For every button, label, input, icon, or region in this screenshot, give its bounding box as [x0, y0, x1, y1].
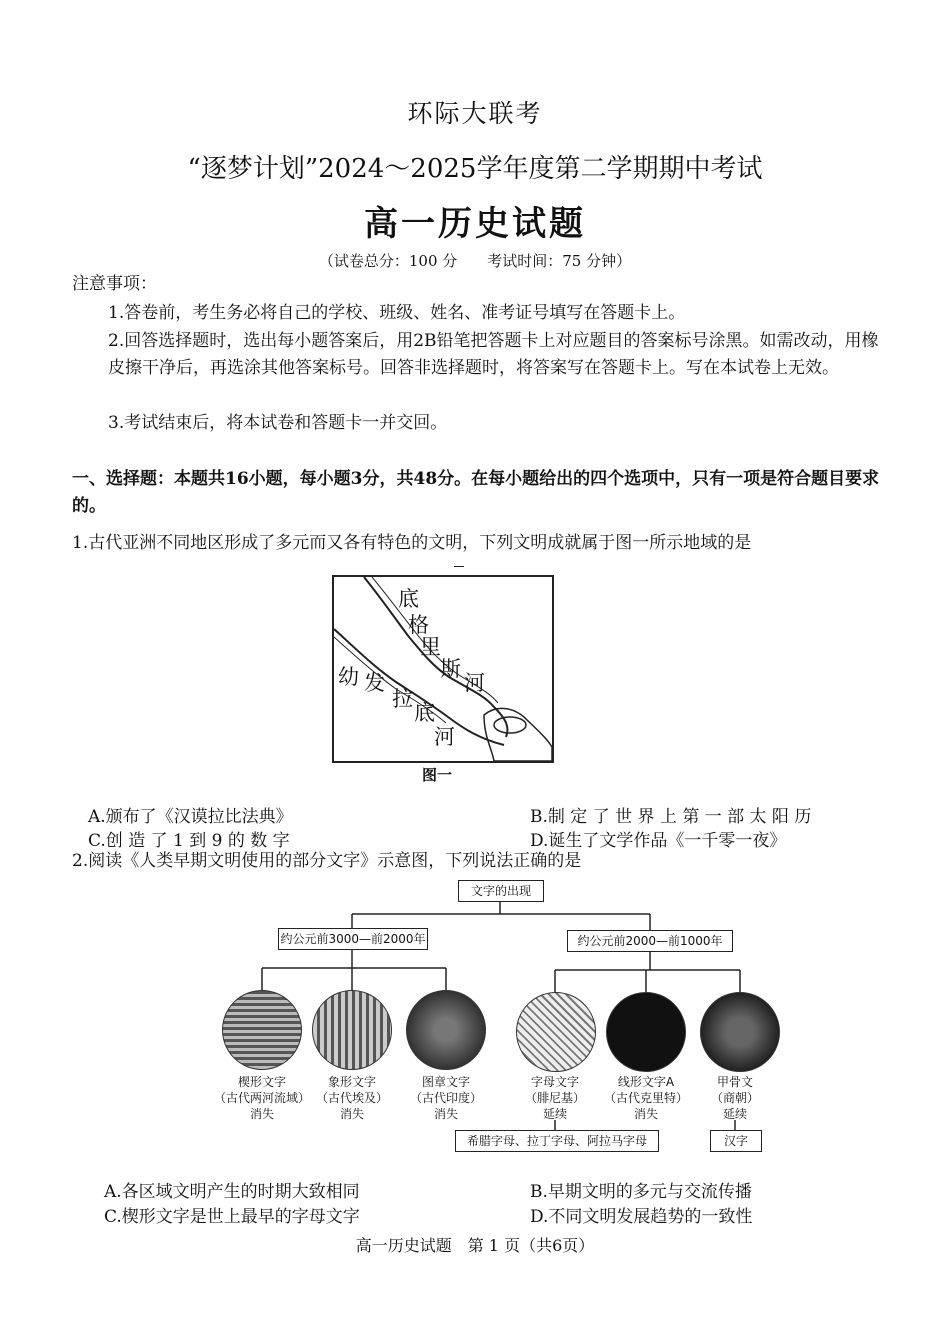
map-label-tigris-3: 里	[420, 635, 441, 659]
map-label-euphrates-3: 拉	[392, 687, 413, 711]
cuneiform-caption: 楔形文字 （古代两河流域） 消失	[213, 1075, 310, 1121]
alphabet-caption: 字母文字 （腓尼基） 延续	[524, 1075, 585, 1121]
oracle-bone-image	[700, 992, 780, 1072]
q2-option-b: B.早期文明的多元与交流传播	[530, 1182, 752, 1202]
subject-title: 高一历史试题	[364, 204, 586, 244]
hieroglyph-image	[312, 990, 392, 1070]
map-label-tigris-4: 斯	[440, 657, 461, 681]
cuneiform-image	[222, 990, 302, 1070]
seal-script-caption: 图章文字 （古代印度） 消失	[409, 1075, 482, 1121]
note-1: 1.答卷前，考生务必将自己的学校、班级、姓名、准考证号填写在答题卡上。	[108, 303, 686, 323]
note-2: 2.回答选择题时，选出每小题答案后，用2B铅笔把答题卡上对应题目的答案标号涂黑。如需改动，用橡皮擦干净后，再选涂其他答案标号。回答非选择题时，将答案写在答题卡上。写在本试卷上无效。	[108, 331, 879, 378]
question-2-stem: 2.阅读《人类早期文明使用的部分文字》示意图，下列说法正确的是	[72, 851, 582, 871]
map-label-euphrates-2: 发	[364, 671, 385, 695]
exam-organization: 环际大联考	[407, 99, 543, 128]
oracle-bone-caption: 甲骨文 （商朝） 延续	[710, 1075, 759, 1121]
question-1-stem: 1.古代亚洲不同地区形成了多元而又各有特色的文明，下列文明成就属于图一所示地域的是	[72, 533, 752, 553]
map-label-euphrates-5: 河	[434, 725, 455, 749]
q1-option-a: A.颁布了《汉谟拉比法典》	[88, 807, 293, 827]
notes-heading: 注意事项：	[72, 274, 157, 294]
note-3: 3.考试结束后，将本试卷和答题卡一并交回。	[108, 413, 448, 433]
exam-name: “逐梦计划”2024～2025学年度第二学期期中考试	[187, 154, 763, 184]
page-footer: 高一历史试题 第 1 页（共6页）	[355, 1236, 595, 1255]
q2-option-c: C.楔形文字是世上最早的字母文字	[104, 1207, 360, 1227]
q2-option-a: A.各区域文明产生的时期大致相同	[104, 1182, 360, 1202]
section-heading: 一、选择题：本题共16小题，每小题3分，共48分。在每小题给出的四个选项中，只有一项是符合题目要求的。	[72, 469, 880, 516]
figure-1-caption: 图一	[422, 766, 453, 784]
linear-a-image	[606, 992, 686, 1072]
map-label-tigris-1: 底	[398, 587, 419, 611]
q1-option-b: B.制 定 了 世 界 上 第 一 部 太 阳 历	[530, 807, 812, 827]
map-label-tigris-2: 格	[408, 613, 429, 637]
alphabet-image	[516, 992, 596, 1072]
seal-script-image	[406, 990, 486, 1070]
map-label-euphrates-1: 幼	[338, 665, 359, 689]
q2-option-d: D.不同文明发展趋势的一致性	[530, 1207, 753, 1227]
map-label-euphrates-4: 底	[414, 701, 435, 725]
descendant-chinese: 汉字	[710, 1130, 762, 1152]
linear-a-caption: 线形文字A （古代克里特） 消失	[603, 1075, 688, 1121]
q1-option-d: D.诞生了文学作品《一千零一夜》	[530, 831, 787, 851]
exam-info: （试卷总分：100 分 考试时间：75 分钟）	[318, 252, 632, 270]
hieroglyph-caption: 象形文字 （古代埃及） 消失	[315, 1075, 388, 1121]
diagram-root: 文字的出现	[458, 880, 544, 902]
map-label-tigris-5: 河	[464, 671, 485, 695]
q1-option-c: C.创 造 了 1 到 9 的 数 字	[88, 831, 290, 851]
diagram-period-1: 约公元前3000—前2000年	[278, 928, 428, 950]
diagram-period-2: 约公元前2000—前1000年	[567, 930, 733, 952]
descendant-alphabets: 希腊字母、拉丁字母、阿拉马字母	[455, 1130, 659, 1152]
